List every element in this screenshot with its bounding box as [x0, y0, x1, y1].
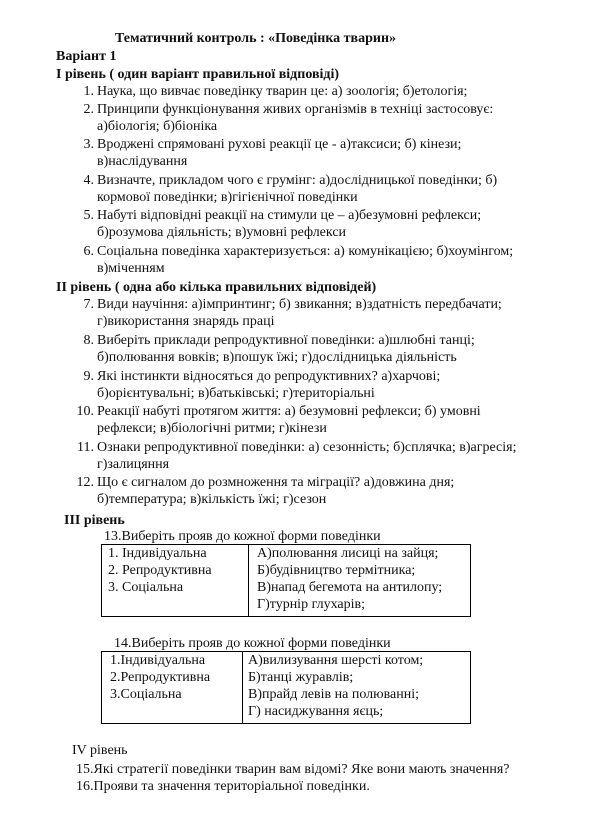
- example-item: А)вилизування шерсті котом;: [248, 653, 424, 668]
- question-text: кормової поведінки; в)гігієнічної поведінки: [97, 190, 358, 205]
- question-number: 6.: [83, 244, 94, 259]
- examples-column: [249, 545, 471, 617]
- question-text: Реакції набуті протягом життя: а) безумовні рефлекси; б) умовні: [97, 404, 481, 419]
- form-item: 2.Репродуктивна: [110, 670, 211, 685]
- example-item: А)полювання лисиці на зайця;: [257, 546, 439, 561]
- question-text: б)температура; в)кількість їжі; г)сезон: [97, 492, 327, 507]
- question-number: 8.: [83, 333, 94, 348]
- question-number: 10.: [76, 404, 94, 419]
- example-item: Г) насиджування яєць;: [248, 704, 384, 719]
- question-number: 9.: [83, 369, 94, 384]
- question-text: Принципи функціонування живих організмів в техніці застосовує:: [97, 102, 494, 117]
- question-text: б)розумова діяльність; в)умовні рефлекси: [97, 225, 347, 240]
- question-text: в)наслідування: [97, 154, 188, 169]
- question-number: 11.: [77, 440, 94, 455]
- example-item: В)напад бегемота на антилопу;: [257, 580, 443, 595]
- question-number: 7.: [83, 297, 94, 312]
- question-13-table: [101, 544, 471, 617]
- form-item: 2. Репродуктивна: [108, 563, 212, 578]
- level4-header: IV рівень: [72, 743, 128, 758]
- behaviour-forms-column: [102, 545, 249, 617]
- form-item: 3.Соціальна: [110, 687, 182, 702]
- question-text: б)полювання вовків; в)пошук їжі; г)дослідницька діяльність: [97, 350, 457, 365]
- question-text: Вроджені спрямовані рухові реакції це - а)таксиси; б) кінези;: [97, 137, 462, 152]
- question-number: 1.: [83, 84, 94, 99]
- question-text: Набуті відповідні реакції на стимули це – а)безумовні рефлекси;: [97, 208, 482, 223]
- examples-column: [243, 652, 471, 724]
- question-14-caption: 14.Виберіть прояв до кожної форми поведінки: [114, 636, 391, 651]
- question-text: г)використання знарядь праці: [97, 314, 275, 329]
- example-item: Б)танці журавлів;: [248, 670, 354, 685]
- question-15: 15.Які стратегії поведінки тварин вам відомі? Яке вони мають значення?: [76, 762, 510, 777]
- level1-header: І рівень ( один варіант правильної відповіді): [56, 67, 340, 82]
- question-text: в)міченням: [97, 261, 165, 276]
- question-text: г)залицяння: [97, 457, 170, 472]
- question-text: Ознаки репродуктивної поведінки: а) сезонність; б)сплячка; в)агресія;: [97, 440, 517, 455]
- question-text: Які інстинкти відносяться до репродуктивних? а)харчові;: [97, 369, 441, 384]
- level2-header: ІІ рівень ( одна або кілька правильних відповідей): [56, 280, 377, 295]
- question-14-table: [101, 651, 471, 724]
- variant-label: Варіант 1: [56, 49, 117, 64]
- question-text: рефлекси; в)біологічні ритми; г)кінези: [97, 421, 327, 436]
- example-item: Г)турнір глухарів;: [257, 597, 366, 612]
- question-text: Визначте, прикладом чого є грумінг: а)дослідницької поведінки; б): [97, 173, 498, 188]
- question-number: 3.: [83, 137, 94, 152]
- question-text: Види научіння: а)імпринтинг; б) звикання; в)здатність передбачати;: [97, 297, 502, 312]
- example-item: В)прайд левів на полюванні;: [248, 687, 419, 702]
- page-title: Тематичний контроль : «Поведінка тварин»: [115, 31, 397, 46]
- question-text: б)орієнтувальні; в)батьківські; г)територіальні: [97, 386, 375, 401]
- question-text: Наука, що вивчає поведінку тварин це: а) зоологія; б)етологія;: [97, 84, 468, 99]
- question-number: 4.: [83, 173, 94, 188]
- question-text: Соціальна поведінка характеризується: а) комунікацією; б)хоумінгом;: [97, 244, 514, 259]
- question-number: 12.: [76, 475, 94, 490]
- behaviour-forms-column: [102, 652, 243, 724]
- form-item: 3. Соціальна: [108, 580, 184, 595]
- question-text: Що є сигналом до розмноження та міграції? а)довжина дня;: [97, 475, 455, 490]
- question-number: 2.: [83, 102, 94, 117]
- question-text: Виберіть приклади репродуктивної поведінки: а)шлюбні танці;: [97, 333, 475, 348]
- level3-header: ІІІ рівень: [64, 513, 125, 528]
- form-item: 1.Індивідуальна: [110, 653, 206, 668]
- form-item: 1. Індивідуальна: [108, 546, 207, 561]
- question-number: 5.: [83, 208, 94, 223]
- question-13-caption: 13.Виберіть прояв до кожної форми поведінки: [104, 529, 381, 544]
- question-16: 16.Прояви та значення територіальної поведінки.: [76, 779, 370, 794]
- example-item: Б)будівництво термітника;: [257, 563, 416, 578]
- question-text: а)біологія; б)біоніка: [97, 119, 218, 134]
